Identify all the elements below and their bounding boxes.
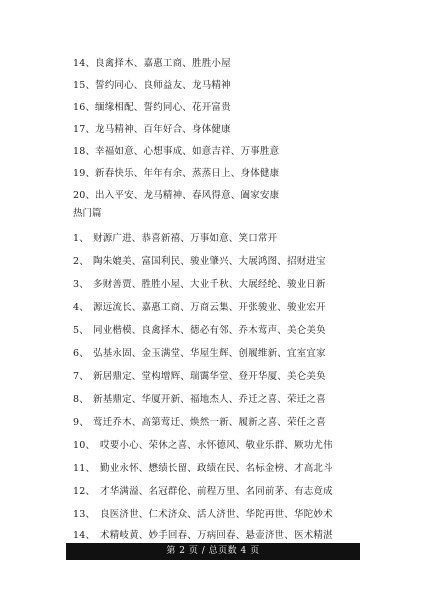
item-number: 7、 bbox=[73, 371, 89, 382]
list-item bbox=[73, 440, 333, 452]
footer-middle: 页 / 总页数 bbox=[188, 546, 238, 556]
item-text: 新居鼎定、堂构增辉、瑞霭华堂、登开华厦、美仑美奂 bbox=[93, 371, 326, 382]
item-number: 1、 bbox=[73, 233, 89, 244]
list-item bbox=[73, 486, 333, 498]
item-number: 12、 bbox=[73, 486, 96, 497]
item-text: 新春快乐、年年有余、蒸蒸日上、身体健康 bbox=[95, 168, 280, 179]
item-number: 14、 bbox=[73, 530, 96, 541]
footer-prefix: 第 bbox=[166, 546, 176, 556]
list-item bbox=[73, 394, 326, 406]
item-text: 源远流长、嘉惠工商、万商云集、开张骏业、骏业宏开 bbox=[93, 302, 326, 313]
footer-page-number: 2 bbox=[179, 546, 186, 556]
item-number: 16、 bbox=[73, 102, 96, 113]
list-item bbox=[73, 463, 333, 475]
footer-suffix: 页 bbox=[250, 546, 260, 556]
list-item bbox=[73, 102, 231, 114]
list-item bbox=[73, 302, 326, 314]
item-text: 缅缘相配、誓约同心、花开富贵 bbox=[95, 102, 231, 113]
item-number: 14、 bbox=[73, 58, 96, 69]
item-text: 同业楷模、良禽择木、德必有邻、乔木莺声、美仑美奂 bbox=[93, 325, 326, 336]
item-text: 多财善贾、胜胜小屋、大业千秋、大展经纶、骏业日新 bbox=[93, 279, 326, 290]
item-number: 18、 bbox=[73, 146, 96, 157]
item-number: 4、 bbox=[73, 302, 89, 313]
item-text: 弘基永固、金玉满堂、华屋生辉、创履维新、宜室宜家 bbox=[93, 348, 326, 359]
item-text: 哎要小心、荣休之喜、永怀德风、敬业乐群、厥功尤伟 bbox=[100, 440, 333, 451]
list-item bbox=[73, 509, 333, 521]
item-text: 财源广进、恭喜新禧、万事如意、笑口常开 bbox=[93, 233, 278, 244]
list-item bbox=[73, 348, 326, 360]
item-text: 良禽择木、嘉惠工商、胜胜小屋 bbox=[95, 58, 231, 69]
list-item bbox=[73, 256, 326, 268]
section-heading: 热门篇 bbox=[73, 208, 102, 219]
list-item bbox=[73, 417, 326, 429]
item-number: 11、 bbox=[73, 463, 96, 474]
list-item bbox=[73, 124, 231, 136]
item-text: 勤业永怀、懋绩长留、政绩在民、名标金榜、才高北斗 bbox=[100, 463, 333, 474]
item-text: 良医济世、仁术济众、活人济世、华陀再世、华陀妙术 bbox=[100, 509, 333, 520]
list-item bbox=[73, 58, 231, 70]
list-item bbox=[73, 146, 279, 158]
list-item bbox=[73, 168, 279, 180]
page-footer bbox=[66, 543, 360, 560]
list-item bbox=[73, 279, 326, 291]
item-text: 新基鼎定、华厦开新、福地杰人、乔迁之喜、荣迁之喜 bbox=[93, 394, 326, 405]
item-number: 6、 bbox=[73, 348, 89, 359]
item-number: 19、 bbox=[73, 168, 96, 179]
item-number: 8、 bbox=[73, 394, 89, 405]
item-text: 陶朱媲美、富国利民、骏业肇兴、大展鸿图、招财进宝 bbox=[93, 256, 326, 267]
item-number: 20、 bbox=[73, 190, 96, 201]
item-text: 幸福如意、心想事成、如意吉祥、万事胜意 bbox=[95, 146, 280, 157]
item-number: 15、 bbox=[73, 80, 96, 91]
item-number: 17、 bbox=[73, 124, 96, 135]
item-text: 才华满溢、名冠群伦、前程万里、名同前茅、有志竟成 bbox=[100, 486, 333, 497]
item-number: 13、 bbox=[73, 509, 96, 520]
item-text: 出入平安、龙马精神、春风得意、阖家安康 bbox=[95, 190, 280, 201]
list-item bbox=[73, 371, 326, 383]
footer-total-pages: 4 bbox=[240, 546, 247, 556]
item-text: 术精岐黄、妙手回春、万病回春、悬壶济世、医术精湛 bbox=[100, 530, 333, 541]
list-item bbox=[73, 325, 326, 337]
item-number: 3、 bbox=[73, 279, 89, 290]
list-item bbox=[73, 530, 333, 542]
list-item bbox=[73, 80, 231, 92]
list-item bbox=[73, 233, 277, 245]
list-item bbox=[73, 190, 279, 202]
item-number: 10、 bbox=[73, 440, 96, 451]
item-number: 9、 bbox=[73, 417, 89, 428]
item-text: 莺迁乔木、高第莺迁、焕然一新、履新之喜、荣任之喜 bbox=[93, 417, 326, 428]
item-text: 誓约同心、良师益友、龙马精神 bbox=[95, 80, 231, 91]
item-number: 2、 bbox=[73, 256, 89, 267]
item-number: 5、 bbox=[73, 325, 89, 336]
item-text: 龙马精神、百年好合、身体健康 bbox=[95, 124, 231, 135]
